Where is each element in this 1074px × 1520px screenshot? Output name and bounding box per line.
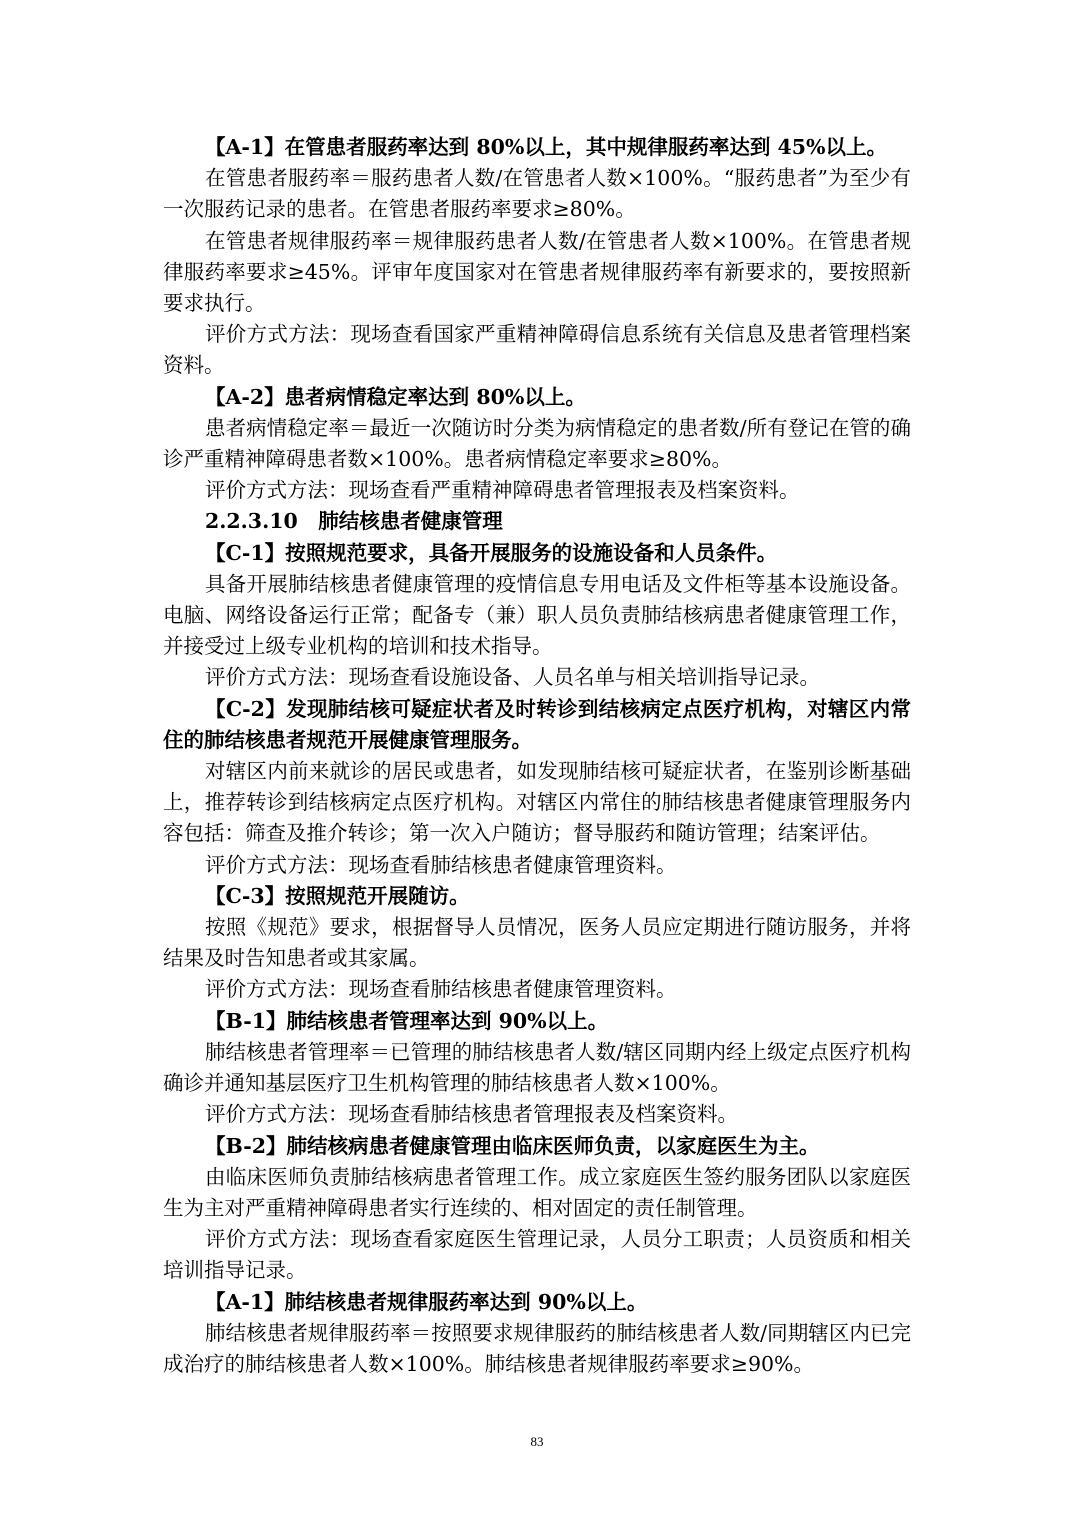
evaluation-method: 评价方式方法：现场查看国家严重精神障碍信息系统有关信息及患者管理档案资料。: [163, 322, 911, 378]
body-paragraph: 具备开展肺结核患者健康管理的疫情信息专用电话及文件柜等基本设施设备。电脑、网络设备运行正常；配备专（兼）职人员负责肺结核病患者健康管理工作，并接受过上级专业机构的培训和技术指导。: [163, 571, 911, 659]
document-body: [163, 132, 911, 1380]
evaluation-method: 评价方式方法：现场查看肺结核患者健康管理资料。: [205, 852, 677, 877]
criterion-heading: 【C-3】按照规范开展随访。: [205, 883, 470, 908]
evaluation-method: 评价方式方法：现场查看严重精神障碍患者管理报表及档案资料。: [205, 478, 800, 503]
body-paragraph: 肺结核患者规律服药率＝按照要求规律服药的肺结核患者人数/同期辖区内已完成治疗的肺结核患者人数×100%。肺结核患者规律服药率要求≥90%。: [163, 1320, 911, 1376]
criterion-heading: 【B-1】肺结核患者管理率达到 90%以上。: [205, 1008, 609, 1033]
body-paragraph: 在管患者服药率＝服药患者人数/在管患者人数×100%。“服药患者”为至少有一次服药记录的患者。在管患者服药率要求≥80%。: [163, 166, 911, 222]
body-paragraph: 由临床医师负责肺结核病患者管理工作。成立家庭医生签约服务团队以家庭医生为主对严重精神障碍患者实行连续的、相对固定的责任制管理。: [163, 1164, 911, 1220]
page-number: 83: [530, 1434, 544, 1449]
body-paragraph: 在管患者规律服药率＝规律服药患者人数/在管患者人数×100%。在管患者规律服药率要求≥45%。评审年度国家对在管患者规律服药率有新要求的，要按照新要求执行。: [163, 228, 911, 316]
body-paragraph: 患者病情稳定率＝最近一次随访时分类为病情稳定的患者数/所有登记在管的确诊严重精神障碍患者数×100%。患者病情稳定率要求≥80%。: [163, 415, 911, 472]
criterion-heading: 【A-1】肺结核患者规律服药率达到 90%以上。: [205, 1289, 648, 1314]
evaluation-method: 评价方式方法：现场查看肺结核患者管理报表及档案资料。: [205, 1102, 738, 1127]
evaluation-method: 评价方式方法：现场查看家庭医生管理记录，人员分工职责；人员资质和相关培训指导记录。: [163, 1227, 911, 1283]
criterion-heading: 【B-2】肺结核病患者健康管理由临床医师负责，以家庭医生为主。: [205, 1133, 820, 1158]
evaluation-method: 评价方式方法：现场查看肺结核患者健康管理资料。: [205, 977, 677, 1002]
criterion-heading: 【C-1】按照规范要求，具备开展服务的设施设备和人员条件。: [205, 540, 778, 565]
body-paragraph: 肺结核患者管理率＝已管理的肺结核患者人数/辖区同期内经上级定点医疗机构确诊并通知基层医疗卫生机构管理的肺结核患者人数×100%。: [163, 1039, 911, 1096]
criterion-heading: 【C-2】发现肺结核可疑症状者及时转诊到结核病定点医疗机构，对辖区内常住的肺结核患者规范开展健康管理服务。: [163, 696, 911, 752]
criterion-heading: 【A-1】在管患者服药率达到 80%以上，其中规律服药率达到 45%以上。: [205, 135, 887, 159]
body-paragraph: 对辖区内前来就诊的居民或患者，如发现肺结核可疑症状者，在鉴别诊断基础上，推荐转诊到结核病定点医疗机构。对辖区内常住的肺结核患者健康管理服务内容包括：筛查及推介转诊；第一次入户随访；督导服药和随访管理；结案评估。: [163, 759, 911, 846]
body-paragraph: 按照《规范》要求，根据督导人员情况，医务人员应定期进行随访服务，并将结果及时告知患者或其家属。: [163, 915, 911, 971]
section-heading: 2.2.3.10 肺结核患者健康管理: [205, 509, 503, 534]
evaluation-method: 评价方式方法：现场查看设施设备、人员名单与相关培训指导记录。: [205, 665, 820, 690]
criterion-heading: 【A-2】患者病情稳定率达到 80%以上。: [205, 384, 586, 409]
